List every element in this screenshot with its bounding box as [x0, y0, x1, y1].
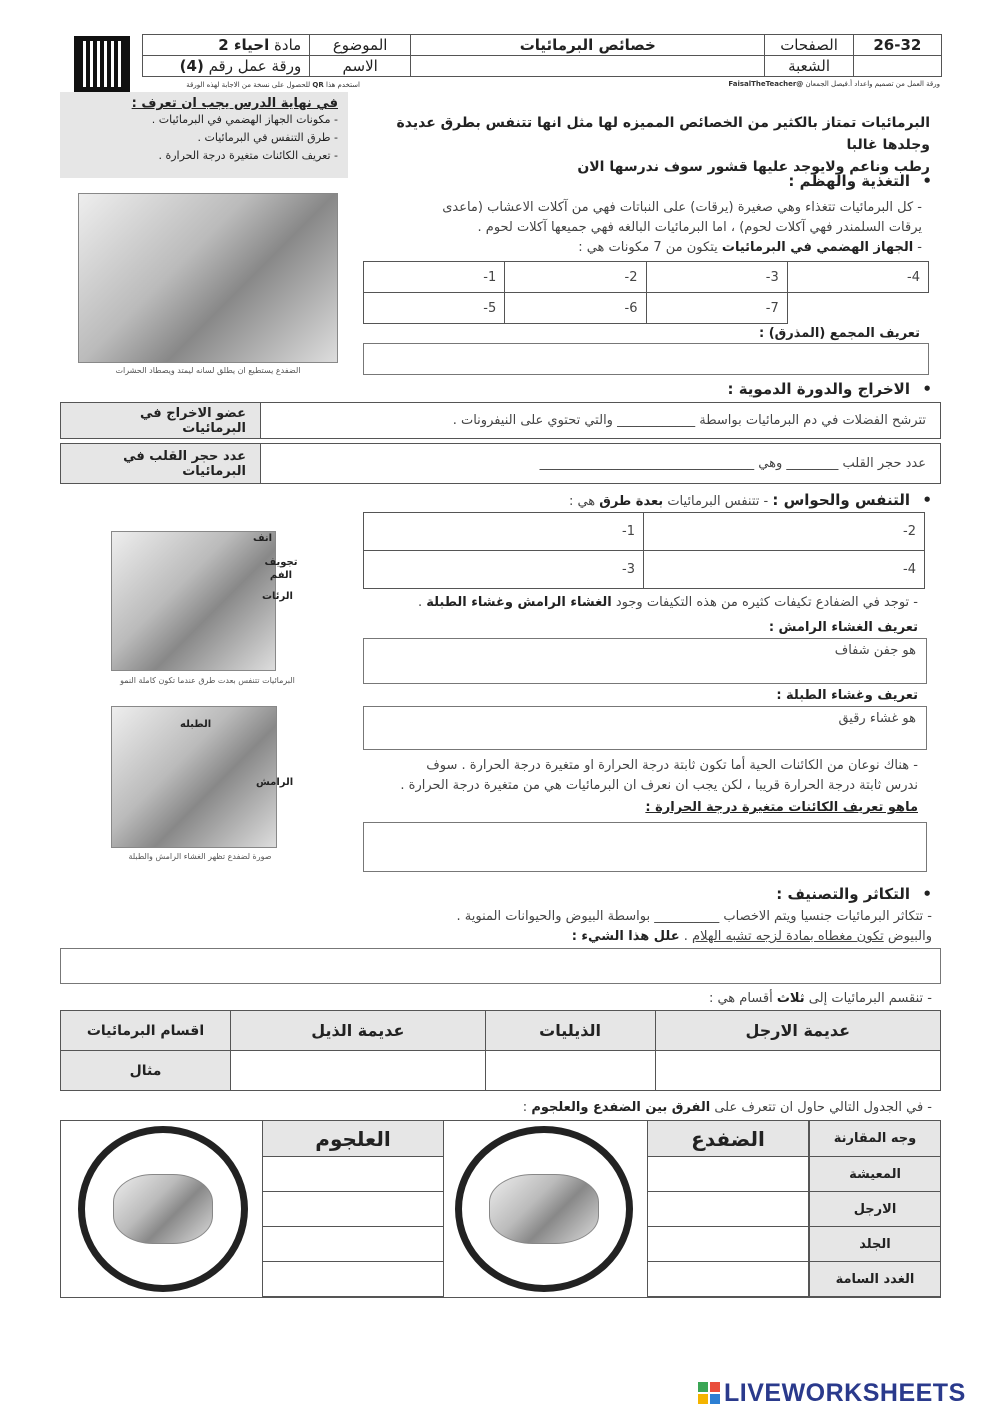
temperature-answer[interactable]	[363, 822, 927, 872]
qr-code[interactable]	[74, 36, 130, 92]
breathing-cell-2[interactable]: 2-	[644, 513, 925, 551]
tympanic-label: تعريف وغشاء الطبلة :	[776, 688, 918, 703]
section-input[interactable]	[853, 56, 941, 77]
frog-cell-habitat[interactable]	[648, 1157, 809, 1192]
temperature-text	[373, 756, 918, 796]
topic-value: خصائص البرمائيات	[411, 35, 765, 56]
comparison-head-label: وجه المقارنة	[810, 1121, 941, 1157]
excretion-text[interactable]: تترشح الفضلات في دم البرمائيات بواسطة ____________ والتي تحتوي على النيفرونات .	[261, 403, 941, 439]
name-input[interactable]	[411, 56, 765, 77]
temperature-question: ماهو تعريف الكائنات متغيرة درجة الحرارة :	[645, 800, 918, 815]
frog-breathing-photo	[111, 531, 276, 671]
digestive-cell-empty	[787, 293, 928, 324]
objectives-box	[60, 92, 348, 178]
frog-tongue-photo	[78, 193, 338, 363]
class-example-tailless[interactable]	[231, 1051, 486, 1091]
breathing-intro-pre: - تتنفس البرمائيات	[663, 494, 769, 509]
frog-membrane-caption: صورة لضفدع تظهر الغشاء الرامش والطبلة	[128, 852, 272, 861]
heart-label: عدد حجر القلب في البرمائيات	[61, 444, 261, 484]
feeding-text	[367, 198, 922, 258]
toad-column	[262, 1120, 444, 1297]
feeding-p1: - كل البرمائيات تتغذاء وهي صغيرة (يرقات) على النباتات فهي من آكلات الاعشاب (ماعدى	[442, 200, 922, 215]
frog-photo-circle	[455, 1126, 633, 1292]
temp-line-2: ندرس ثابتة درجة الحرارة قريبا ، لكن يجب ان نعرف ان البرمائيات هي من متغيرة درجة الحرارة .	[400, 778, 918, 793]
frog-tongue-caption: الضفدع يستطيع ان يطلق لسانه ليمتد ويصطاد الحشرات	[115, 366, 301, 375]
digestive-cell-7[interactable]: 7-	[646, 293, 787, 324]
digestive-cell-5[interactable]: 5-	[364, 293, 505, 324]
toad-cell-glands[interactable]	[263, 1262, 444, 1297]
name-label: الاسم	[310, 56, 411, 77]
nictitating-label: تعريف الغشاء الرامش :	[768, 620, 918, 635]
subject-cell	[143, 35, 310, 56]
reproduction-p1: - تتكاثر البرمائيات جنسيا ويتم الاخصاب __________ بواسطة البيوض والحيوانات المنوية .	[456, 909, 932, 924]
worksheet-value: (4)	[179, 57, 204, 75]
tympanic-answer[interactable]: هو غشاء رقيق	[363, 706, 927, 750]
feeding-p3-pre: -	[913, 240, 922, 255]
qr-note-bold: QR	[312, 81, 324, 89]
breathing-intro-bold: بعدة طرق	[599, 494, 664, 509]
breathing-table	[363, 512, 925, 589]
breathing-cell-1[interactable]: 1-	[364, 513, 644, 551]
frog-label-nose: انف	[253, 533, 273, 544]
gel-reason-answer[interactable]	[60, 948, 941, 984]
qr-note	[186, 81, 360, 89]
subject-label: مادة	[274, 36, 302, 54]
nictitating-answer[interactable]: هو جفن شفاف	[363, 638, 927, 684]
classify-post: أقسام هي :	[708, 991, 777, 1006]
class-example-legless[interactable]	[655, 1051, 940, 1091]
comparison-intro	[523, 1098, 932, 1118]
classification-table	[60, 1010, 941, 1091]
breathing-header	[569, 491, 910, 509]
class-col-tailless: عديمة الذيل	[231, 1011, 486, 1051]
class-col-legless: عديمة الارجل	[655, 1011, 940, 1051]
toad-cell-habitat[interactable]	[263, 1157, 444, 1192]
breathing-cell-3[interactable]: 3-	[364, 551, 644, 589]
toad-cell-skin[interactable]	[263, 1227, 444, 1262]
header-table	[142, 34, 942, 77]
feeding-title: • التغذية والهظم :	[788, 172, 910, 190]
breathing-intro-post: هي :	[568, 494, 600, 509]
credit-handle: @FaisalTheTeacher	[728, 80, 804, 88]
toad-photo-circle	[78, 1126, 248, 1292]
class-col-label: اقسام البرمائيات	[61, 1011, 231, 1051]
excretion-label: عضو الاخراج في البرمائيات	[61, 403, 261, 439]
breathing-title: • التنفس والحواس :	[772, 491, 910, 509]
worksheet-cell	[143, 56, 310, 77]
liveworksheets-logo[interactable]	[698, 1378, 966, 1408]
logo-text: LIVEWORKSHEETS	[724, 1378, 966, 1407]
excretion-table	[60, 402, 941, 439]
comparison-row-skin: الجلد	[810, 1227, 941, 1262]
pages-value: 26-32	[853, 35, 941, 56]
digestive-cell-3[interactable]: 3-	[646, 262, 787, 293]
digestive-cell-1[interactable]: 1-	[364, 262, 505, 293]
comparison-intro-post: :	[522, 1100, 532, 1115]
frog-breathing-caption: البرمائيات تتنفس بعدت طرق عندما تكون كاملة النمو	[120, 676, 295, 685]
reproduction-text	[312, 907, 932, 947]
classify-bold: ثلاث	[776, 991, 805, 1006]
frog-header: الضفدع	[648, 1121, 809, 1157]
class-example-tailed[interactable]	[485, 1051, 655, 1091]
frog-cell-legs[interactable]	[648, 1192, 809, 1227]
reproduction-p2-bold: علل هذا الشيء :	[571, 929, 680, 944]
reproduction-p2-pre: والبيوض	[883, 929, 932, 944]
adapt-pre: - توجد في الضفادع تكيفات كثيره من هذه التكيفات وجود	[611, 595, 918, 610]
digestive-cell-4[interactable]: 4-	[787, 262, 928, 293]
frog-cell-skin[interactable]	[648, 1227, 809, 1262]
breathing-cell-4[interactable]: 4-	[644, 551, 925, 589]
temp-line-1: - هناك نوعان من الكائنات الحية أما تكون ثابتة درجة الحرارة او متغيرة درجة الحرارة . سوف	[426, 758, 918, 773]
digestive-cell-2[interactable]: 2-	[505, 262, 646, 293]
comparison-intro-pre: - في الجدول التالي حاول ان تتعرف على	[710, 1100, 932, 1115]
classify-pre: - تنقسم البرمائيات إلى	[804, 991, 932, 1006]
section-label: الشعبة	[765, 56, 853, 77]
frog2-label-nictitating: الرامش	[256, 777, 294, 788]
class-example-label: مثال	[61, 1051, 231, 1091]
comparison-row-legs: الارجل	[810, 1192, 941, 1227]
feeding-p3-post: يتكون من 7 مكونات هي :	[578, 240, 722, 255]
comparison-row-habitat: المعيشة	[810, 1157, 941, 1192]
digestive-cell-6[interactable]: 6-	[505, 293, 646, 324]
frog2-label-tympanum: الطبله	[180, 719, 212, 730]
intro-line-2: رطب وناعم ولايوجد عليها قشور سوف ندرسها الان	[577, 159, 930, 175]
adaptation-text	[418, 593, 918, 613]
objective-item: - تعريف الكائنات متغيرة درجة الحرارة .	[158, 149, 338, 162]
comparison-row-glands: الغدد السامة	[810, 1262, 941, 1297]
pages-label: الصفحات	[765, 35, 853, 56]
credit-text: ورقة العمل من تصميم واعداد أ.فيصل الجمعان	[805, 80, 940, 88]
cloaca-answer[interactable]	[363, 343, 929, 375]
intro	[370, 112, 930, 178]
comparison-intro-bold: الفرق بين الضفدع والعلجوم	[531, 1100, 711, 1115]
frog-label-lungs: الرئات	[262, 591, 293, 602]
worksheet-label: ورقة عمل رقم	[208, 57, 302, 75]
comparison-labels	[809, 1120, 941, 1297]
frog-photo	[489, 1174, 599, 1244]
toad-header: العلجوم	[263, 1121, 444, 1157]
frog-label-mouth: تجويف الفم	[264, 557, 298, 581]
feeding-p3-bold: الجهاز الهضمي في البرمائيات	[721, 240, 914, 255]
qr-note-post: للحصول على نسخة من الاجابة لهذه الورقة	[186, 81, 311, 89]
objective-item: - طرق التنفس في البرمائيات .	[197, 131, 338, 144]
cloaca-label: تعريف المجمع (المذرق) :	[758, 326, 920, 341]
adapt-post: .	[417, 595, 427, 610]
class-col-tailed: الذيليات	[485, 1011, 655, 1051]
objective-item: - مكونات الجهاز الهضمي في البرمائيات .	[151, 113, 338, 126]
reproduction-p2-underlined: تكون مغطاه بمادة لزجه تشبه الهلام	[692, 929, 884, 944]
frog-column	[647, 1120, 809, 1297]
objectives-title: في نهاية الدرس يجب ان تعرف :	[131, 96, 338, 111]
toad-photo	[113, 1174, 213, 1244]
adapt-bold: الغشاء الرامش وغشاء الطبلة	[426, 595, 612, 610]
logo-icon	[698, 1382, 720, 1404]
reproduction-title: • التكاثر والتصنيف :	[776, 885, 910, 903]
feeding-p2: يرقات السلمندر فهي آكلات لحوم) ، اما البرمائيات البالغه فهي جميعها آكلات لحوم .	[477, 220, 922, 235]
reproduction-p2-mid: .	[679, 929, 693, 944]
toad-cell-legs[interactable]	[263, 1192, 444, 1227]
excretion-title: • الاخراج والدورة الدموية :	[727, 380, 910, 398]
heart-table	[60, 443, 941, 484]
classify-text	[709, 989, 932, 1009]
topic-label: الموضوع	[310, 35, 411, 56]
frog-cell-glands[interactable]	[648, 1262, 809, 1297]
credit	[728, 80, 940, 88]
heart-text[interactable]: عدد حجر القلب ________ وهي _________________________________	[261, 444, 941, 484]
intro-line-1: البرمائيات تمتاز بالكثير من الخصائص المميزه لها مثل انها تتنفس بطرق عديدة وجلدها غالبا	[396, 115, 930, 153]
subject-value: احياء 2	[218, 36, 270, 54]
qr-note-pre: استخدم هذا	[326, 81, 360, 89]
digestive-table	[363, 261, 929, 324]
